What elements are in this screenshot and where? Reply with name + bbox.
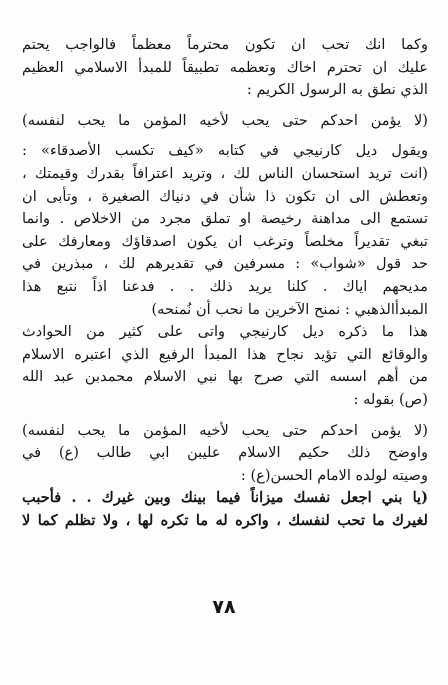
- hadith-quote: (لا يؤمن احدكم حتى يحب لأخيه المؤمن ما يحب لنفسه): [22, 421, 428, 439]
- page-body: [22, 34, 428, 532]
- hadith-quote: (لا يؤمن احدكم حتى يحب لأخيه المؤمن ما يحب لنفسه): [22, 111, 428, 129]
- text-line: مديحهم اياك . كلنا يريد ذلك . . فدعنا اذاً نتبع هذا: [22, 277, 428, 295]
- text-line: وصيته لولده الامام الحسن(ع) :: [240, 466, 428, 484]
- bold-quote-line: لغيرك ما تحب لنفسك ، واكره له ما تكره لها ، ولا تظلم كما لا: [22, 511, 428, 529]
- text-line: والوقائع التي تؤيد نجاح هذا المبدأ الرفيع الذي اعتبره الاسلام: [22, 345, 428, 363]
- text-line: الذي نطق به الرسول الكريم :: [246, 81, 428, 99]
- text-line: حد قول «شواب» : مسرفين في تقديرهم لك ، مبذرين في: [22, 255, 428, 273]
- text-line: من أهم اسسه التي صرح بها نبي الاسلام محمدبن عبد الله: [22, 368, 428, 386]
- text-line: ويقول ديل كارنيجي في كتابه «كيف تكسب الأصدقاء» :: [22, 142, 428, 160]
- text-line: واوضح ذلك حكيم الاسلام عليبن ابي طالب (ع) في: [22, 444, 428, 462]
- text-line: هذا ما ذكره ديل كارنيجي واتى على كثير من الحوادث: [22, 323, 428, 341]
- text-line: المبدأالذهبي : نمنح الآخرين ما نحب أن نُمنحه): [151, 300, 428, 318]
- text-line: تستمع الى مداهنة رخيصة او تملق مجرد من الاخلاص . وانما: [22, 210, 428, 228]
- bold-quote-line: (يا بني اجعل نفسك ميزاناً فيما بينك وبين غيرك . . فأحبب: [22, 489, 428, 507]
- text-line: تبغي تقديراً مخلصاً وترغب ان يكون اصدقاؤك ومعارفك على: [22, 232, 428, 250]
- page-number: ٧٨: [212, 596, 236, 618]
- text-line: (ص) بقوله :: [353, 390, 428, 408]
- text-line: (انت تريد استحسان الناس لك ، وتريد اعترافاً بقدرك وقيمتك ،: [22, 164, 428, 182]
- text-line: وتعطش الى ان تكون ذا شأن في دنياك الصغيرة ، وتأبى ان: [22, 187, 428, 205]
- text-line: عليك ان تحترم اخاك وتعظمه تطبيقاً للمبدأ الاسلامي العظيم: [22, 58, 428, 76]
- text-line: وكما انك تحب ان تكون محترماً معظماً فالواجب يحتم: [22, 36, 428, 53]
